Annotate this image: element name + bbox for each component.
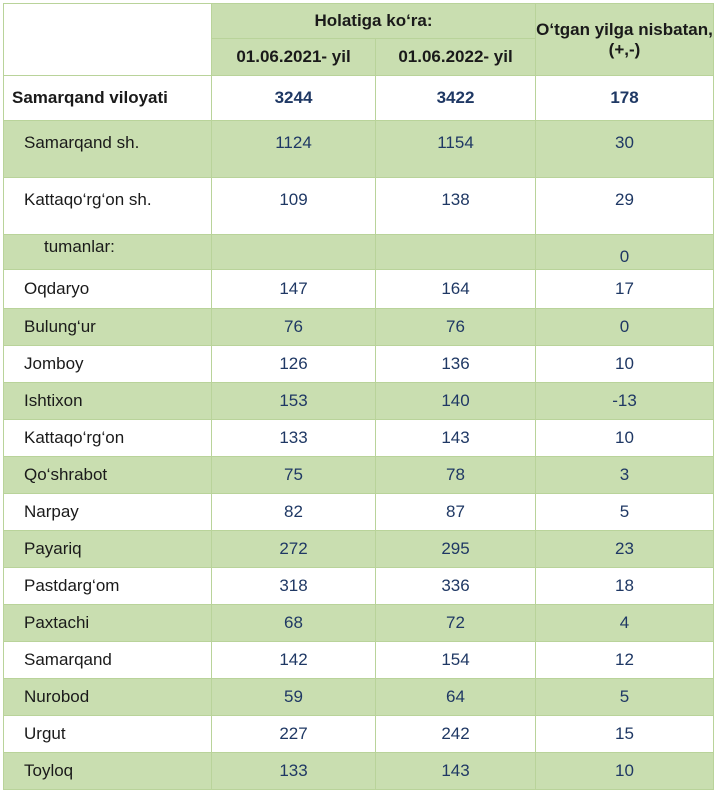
total-row xyxy=(4,76,714,121)
header-blank-cell xyxy=(4,4,212,76)
row-change: 30 xyxy=(536,121,714,178)
header-2021: 01.06.2021- yil xyxy=(212,39,376,76)
row-name: Payariq xyxy=(4,531,212,568)
row-2021: 272 xyxy=(212,531,376,568)
row-name: Urgut xyxy=(4,716,212,753)
row-2022: 336 xyxy=(376,568,536,605)
table-row xyxy=(4,642,714,679)
row-2022: 143 xyxy=(376,420,536,457)
row-2022: 1154 xyxy=(376,121,536,178)
row-name: Ishtixon xyxy=(4,383,212,420)
table-row xyxy=(4,753,714,790)
row-2022: 76 xyxy=(376,309,536,346)
row-2021: 126 xyxy=(212,346,376,383)
row-2021: 68 xyxy=(212,605,376,642)
total-change: 178 xyxy=(536,76,714,121)
header-2022: 01.06.2022- yil xyxy=(376,39,536,76)
table-row xyxy=(4,420,714,457)
row-change: 10 xyxy=(536,753,714,790)
row-name: tumanlar: xyxy=(4,235,212,270)
row-name: Nurobod xyxy=(4,679,212,716)
row-name: Pastdarg‘om xyxy=(4,568,212,605)
row-2022: 72 xyxy=(376,605,536,642)
row-2021: 227 xyxy=(212,716,376,753)
data-table-container xyxy=(3,3,714,790)
table-row xyxy=(4,457,714,494)
row-change: 3 xyxy=(536,457,714,494)
row-change: 0 xyxy=(536,309,714,346)
row-name: Qo‘shrabot xyxy=(4,457,212,494)
table-row xyxy=(4,605,714,642)
row-change: 0 xyxy=(536,235,714,270)
row-2022: 136 xyxy=(376,346,536,383)
row-2022: 78 xyxy=(376,457,536,494)
table-row xyxy=(4,716,714,753)
row-2022: 64 xyxy=(376,679,536,716)
row-2022: 164 xyxy=(376,270,536,309)
row-change: 5 xyxy=(536,679,714,716)
table-row xyxy=(4,494,714,531)
table-row xyxy=(4,383,714,420)
row-2021: 59 xyxy=(212,679,376,716)
table-row xyxy=(4,235,714,270)
row-2021: 75 xyxy=(212,457,376,494)
row-2022: 154 xyxy=(376,642,536,679)
table-row xyxy=(4,309,714,346)
row-name: Kattaqo‘rg‘on xyxy=(4,420,212,457)
header-change xyxy=(536,4,714,76)
total-2022: 3422 xyxy=(376,76,536,121)
row-2022: 295 xyxy=(376,531,536,568)
table-row xyxy=(4,270,714,309)
total-2021: 3244 xyxy=(212,76,376,121)
row-2021: 109 xyxy=(212,178,376,235)
row-2021: 133 xyxy=(212,420,376,457)
row-2022: 143 xyxy=(376,753,536,790)
row-name: Paxtachi xyxy=(4,605,212,642)
header-group-label: Holatiga ko‘ra: xyxy=(212,4,536,39)
row-2022: 140 xyxy=(376,383,536,420)
total-name: Samarqand viloyati xyxy=(4,76,212,121)
row-2021: 133 xyxy=(212,753,376,790)
row-change: 5 xyxy=(536,494,714,531)
row-change: 4 xyxy=(536,605,714,642)
row-2022 xyxy=(376,235,536,270)
row-change: 10 xyxy=(536,346,714,383)
row-2022: 242 xyxy=(376,716,536,753)
row-change: -13 xyxy=(536,383,714,420)
table-row xyxy=(4,121,714,178)
row-name: Bulung‘ur xyxy=(4,309,212,346)
row-change: 17 xyxy=(536,270,714,309)
table-row xyxy=(4,531,714,568)
row-2021: 82 xyxy=(212,494,376,531)
row-2021: 153 xyxy=(212,383,376,420)
row-change: 10 xyxy=(536,420,714,457)
row-2022: 138 xyxy=(376,178,536,235)
header-change-label: O‘tgan yilga nisbatan, (+,-) xyxy=(536,19,713,59)
row-2021: 147 xyxy=(212,270,376,309)
row-change: 12 xyxy=(536,642,714,679)
row-change: 29 xyxy=(536,178,714,235)
row-2021: 318 xyxy=(212,568,376,605)
row-name: Samarqand sh. xyxy=(4,121,212,178)
table-row xyxy=(4,568,714,605)
row-change: 23 xyxy=(536,531,714,568)
row-2021: 142 xyxy=(212,642,376,679)
row-2021 xyxy=(212,235,376,270)
table-row xyxy=(4,178,714,235)
row-name: Samarqand xyxy=(4,642,212,679)
district-table xyxy=(3,3,714,790)
row-name: Toyloq xyxy=(4,753,212,790)
row-name: Oqdaryo xyxy=(4,270,212,309)
row-name: Kattaqo‘rg‘on sh. xyxy=(4,178,212,235)
row-2022: 87 xyxy=(376,494,536,531)
row-2021: 76 xyxy=(212,309,376,346)
row-2021: 1124 xyxy=(212,121,376,178)
table-row xyxy=(4,679,714,716)
table-row xyxy=(4,346,714,383)
row-name: Jomboy xyxy=(4,346,212,383)
row-name: Narpay xyxy=(4,494,212,531)
row-change: 15 xyxy=(536,716,714,753)
row-change: 18 xyxy=(536,568,714,605)
